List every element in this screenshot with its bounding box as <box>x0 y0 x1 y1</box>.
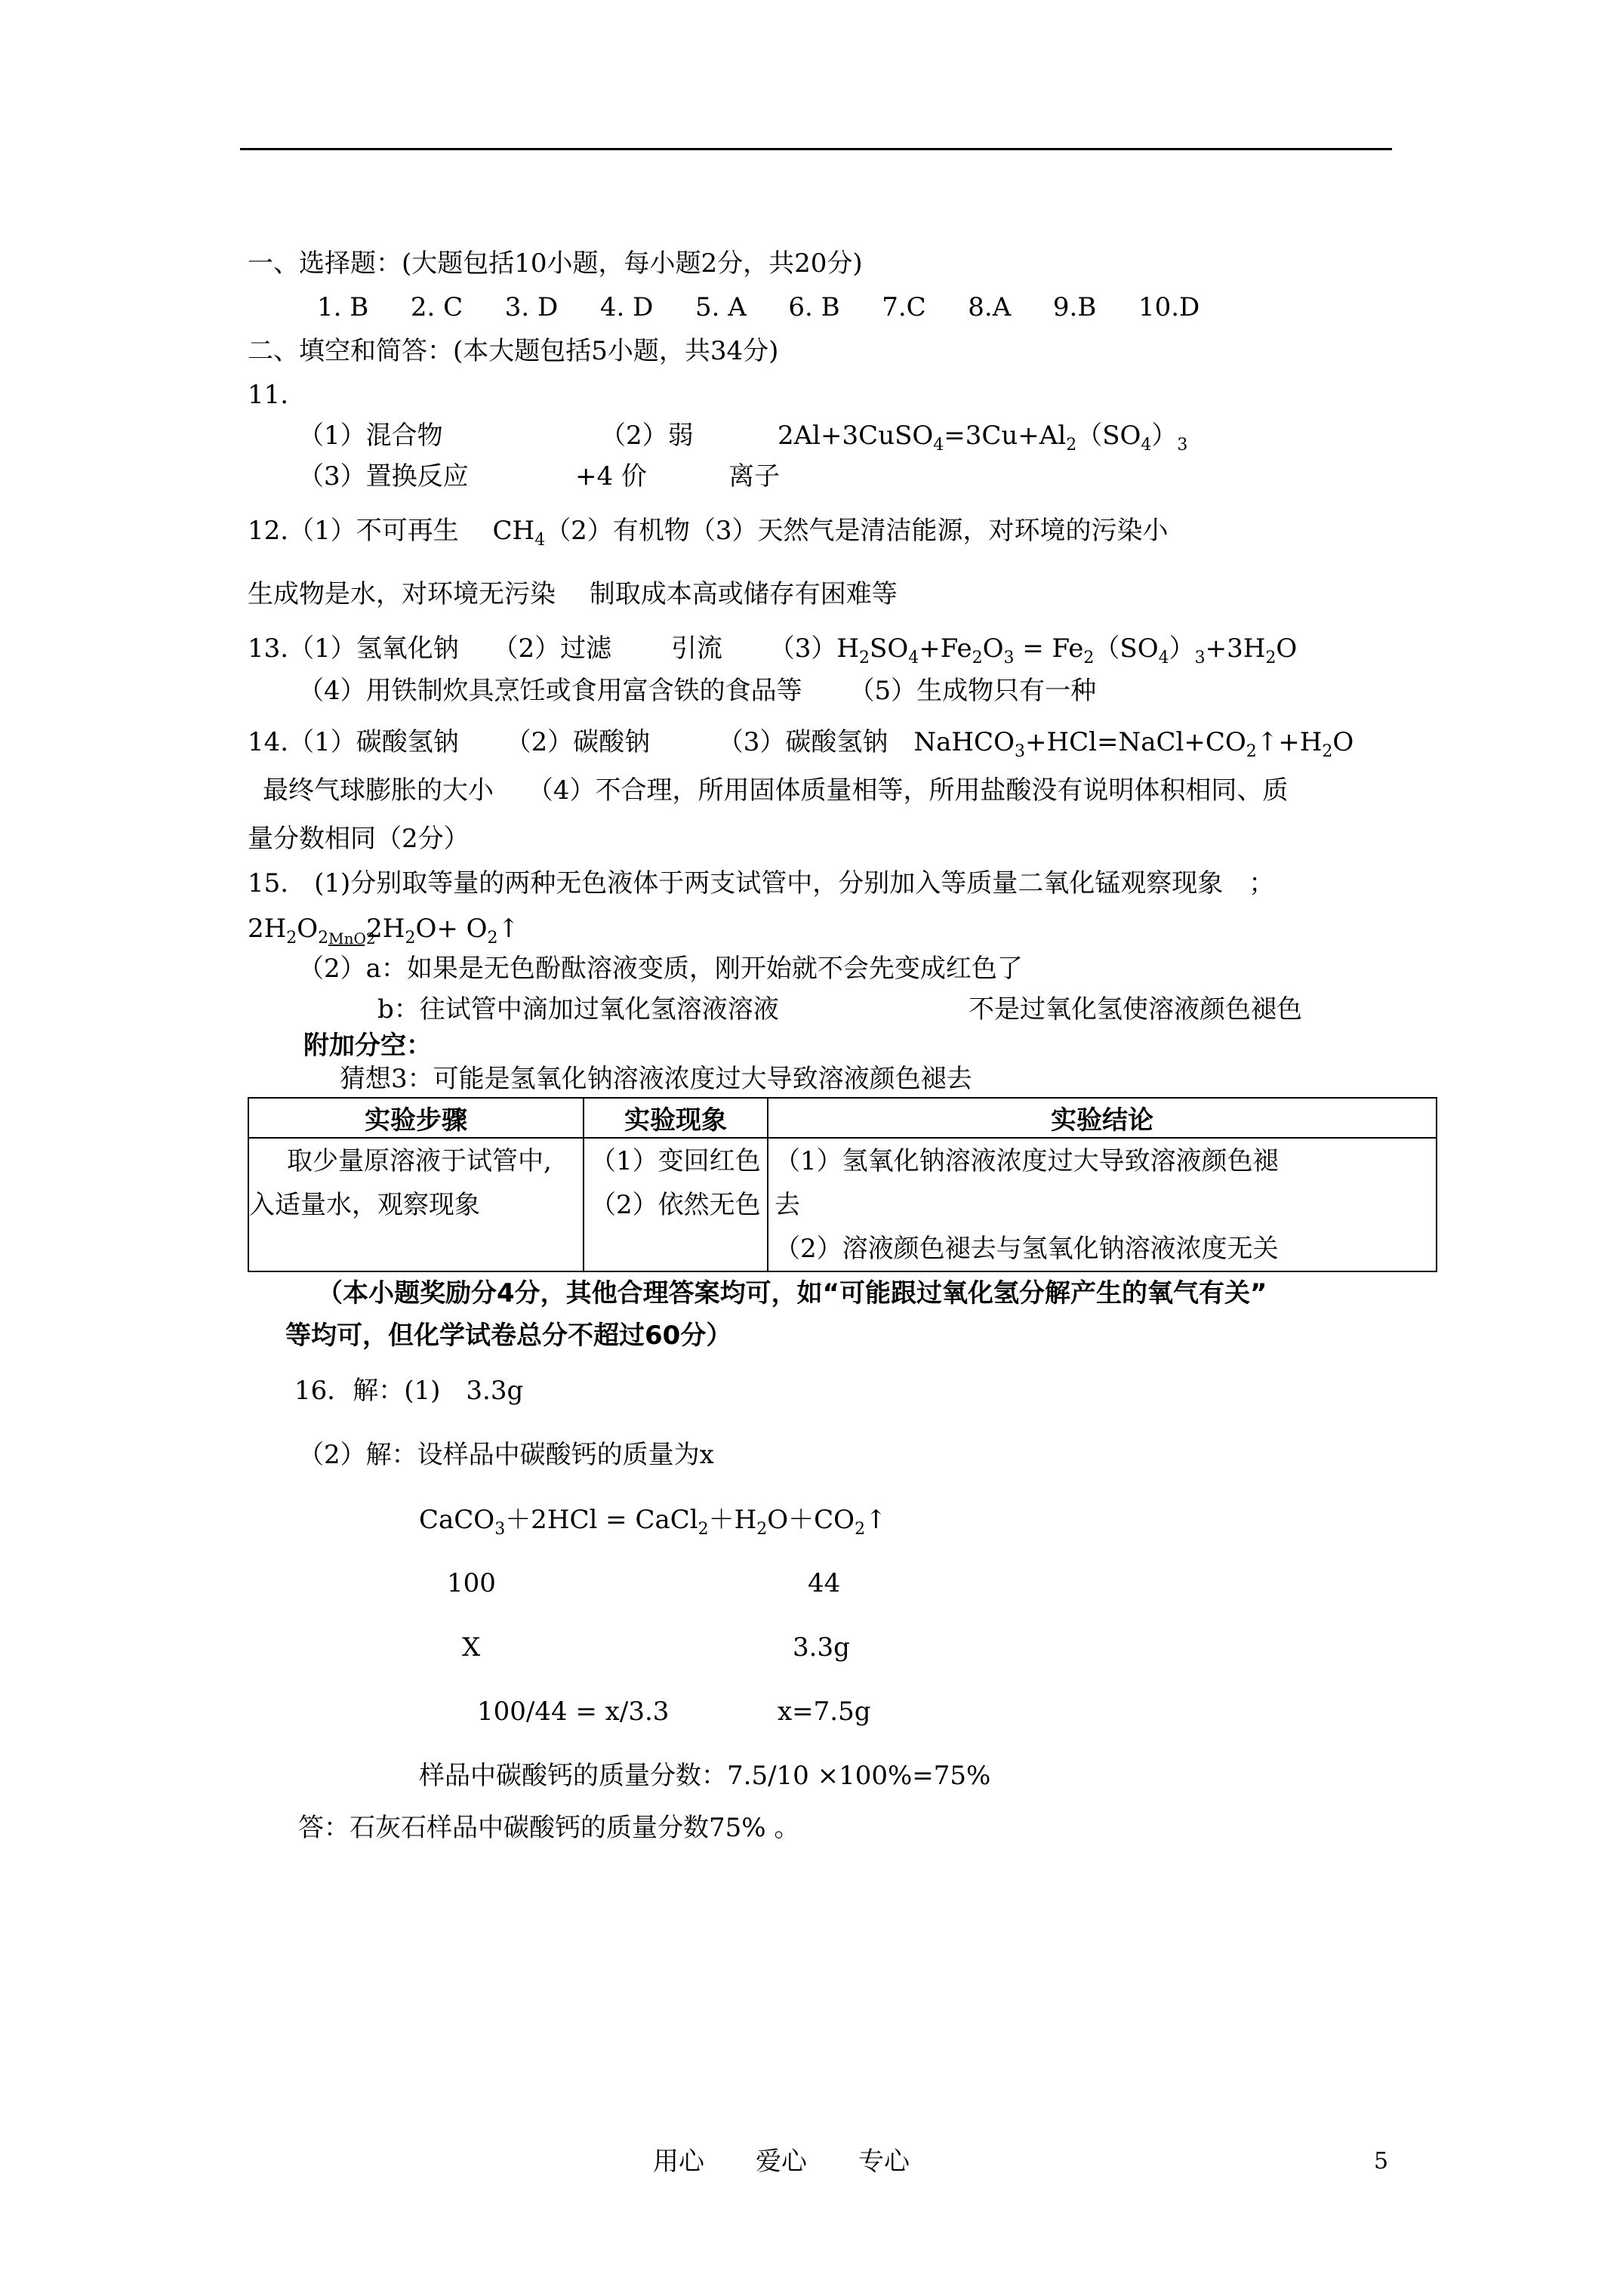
q14-line-2: 最终气球膨胀的大小 （4）不合理，所用固体质量相等，所用盐酸没有说明体积相同、质 <box>263 775 1289 806</box>
table-cell-phenomenon: （1）变回红色 （2）依然无色 <box>584 1138 768 1271</box>
q11-p2: （2）弱 <box>600 421 694 451</box>
q16-fraction: 样品中碳酸钙的质量分数：7.5/10 ×100%=75% <box>419 1761 991 1791</box>
q15-part-2a: （2）a：如果是无色酚酞溶液变质，刚开始就不会先变成红色了 <box>298 954 1023 984</box>
q14-line-1: 14.（1）碳酸氢钠 （2）碳酸钠 （3）碳酸氢钠 $NaHCO_3+HCl=NaCl+CO_2↑+H_2O$ <box>248 727 1354 761</box>
experiment-table <box>248 1097 1437 1272</box>
table-cell-conclusion: （1）氢氧化钠溶液浓度过大导致溶液颜色褪 去 （2）溶液颜色褪去与氢氧化钠溶液浓度无关 <box>768 1138 1437 1271</box>
q16-answer: 答：石灰石样品中碳酸钙的质量分数75% 。 <box>298 1813 800 1843</box>
q16-ratio: 100/44 = x/3.3 <box>477 1697 670 1727</box>
guess-3: 猜想3：可能是氢氧化钠溶液浓度过大导致溶液颜色褪去 <box>340 1064 972 1094</box>
section-2-title: 二、填空和简答：(本大题包括5小题，共34分) <box>248 336 779 366</box>
table-header: 实验步骤 <box>248 1098 584 1138</box>
q16-mass-1: 100 <box>447 1568 496 1598</box>
page-number: 5 <box>1374 2148 1389 2174</box>
footer-motto: 用心 爱心 专心 <box>653 2147 910 2177</box>
q12-line-1: 12.（1）不可再生 $CH_4(2)$有机物（3）天然气是清洁能源，对环境的污染小 <box>248 516 1169 550</box>
bonus-heading: 附加分空： <box>303 1031 432 1061</box>
q16-line-2: （2）解：设样品中碳酸钙的质量为x <box>298 1440 714 1470</box>
q15-equation: $2H_2O_2$ MnO2 $2H_2O+$ $O_2↑$ <box>248 914 520 948</box>
q16-var-x: X <box>462 1632 481 1663</box>
table-cell-step: 取少量原溶液于试管中, 入适量水，观察现象 <box>248 1138 584 1271</box>
q15-part-2b-conclusion: 不是过氧化氢使溶液颜色褪色 <box>969 994 1302 1025</box>
table-header-row <box>248 1098 1437 1138</box>
section-1-title: 一、选择题：(大题包括10小题，每小题2分，共20分) <box>248 248 863 279</box>
q11-p1: （1）混合物 <box>298 421 443 451</box>
q13-line-1: 13.（1）氢氧化钠 （2）过滤 引流 $(3)H_2SO_4+Fe_2O_3 = Fe_2(SO_4)_3+3H_2O$ <box>248 633 1298 667</box>
table-row <box>248 1138 1437 1271</box>
table-header: 实验现象 <box>584 1098 768 1138</box>
q11-valence: +4 价 <box>575 461 647 492</box>
q15-part-2b: b：往试管中滴加过氧化氢溶液溶液 <box>377 994 779 1025</box>
q11-ion: 离子 <box>728 461 780 492</box>
header-rule <box>240 148 1392 150</box>
q16-var-value: 3.3g <box>793 1632 850 1663</box>
q13-line-2: （4）用铁制炊具烹饪或食用富含铁的食品等 （5）生成物只有一种 <box>298 676 1097 706</box>
q11-number: 11. <box>248 380 289 410</box>
bonus-note-2: 等均可，但化学试卷总分不超过60分） <box>285 1321 732 1351</box>
section-1-answers: 1. B 2. C 3. D 4. D 5. A 6. B 7.C 8.A 9.B 10.D <box>317 292 1200 322</box>
q16-result: x=7.5g <box>778 1697 871 1727</box>
table-header: 实验结论 <box>768 1098 1437 1138</box>
bonus-note-1: （本小题奖励分4分，其他合理答案均可，如“可能跟过氧化氢分解产生的氧气有关” <box>317 1278 1267 1308</box>
q11-p3: （3）置换反应 <box>298 461 469 492</box>
q11-equation: $2Al+3CuSO_4=3Cu+Al_2(SO_4)_3$ <box>778 421 1188 455</box>
q16-line-1: 16．解：(1) 3.3g <box>294 1376 524 1406</box>
q12-line-2: 生成物是水，对环境无污染 制取成本高或储存有困难等 <box>248 579 898 609</box>
q16-equation: CaCO$_3$＋2HCl = $CaCl_2+H_2O+CO_2↑$ <box>419 1505 887 1539</box>
q16-mass-2: 44 <box>808 1568 841 1598</box>
q15-line-1: 15. (1)分别取等量的两种无色液体于两支试管中，分别加入等质量二氧化锰观察现象 ； <box>248 868 1275 898</box>
q14-line-3: 量分数相同（2分） <box>248 824 470 854</box>
